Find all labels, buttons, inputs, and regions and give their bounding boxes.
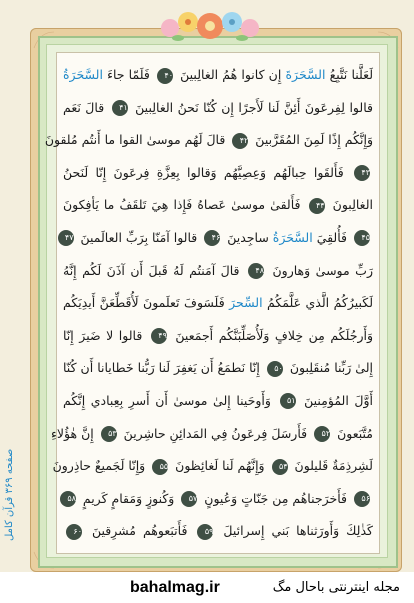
verse-text: قالَ نَعَم (63, 99, 109, 115)
verse-text: قالوا لِفِرعَونَ أَئِنَّ لَنا لَأَجرًا إِن كُنّا نَحنُ الغالِبينَ (130, 99, 373, 115)
verse-text: فَلَمّا جاءَ (102, 67, 154, 82)
verse-line (44, 124, 379, 157)
verse-text: لَكَبيرُكُمُ الَّذي عَلَّمَكُمُ (262, 295, 374, 311)
verse-text-highlighted: السَّحَرَةُ (63, 67, 103, 82)
ayah-number-marker: ۶۰ (66, 524, 82, 540)
ayah-number-marker: ۵۵ (152, 459, 168, 475)
verse-text: قالَ لَهُم موسىٰ القوا ما أَنتُم مُلقونَ (44, 132, 230, 148)
verse-text-highlighted: السِّحرَ (229, 295, 263, 311)
ayah-number-marker: ۴۷ (58, 230, 74, 246)
verse-text: فَأَخرَجناهُم مِن جَنّاتٍ وَعُيونٍ (200, 490, 351, 506)
verse-text: فَلَسَوفَ تَعلَمونَ لَأُقَطِّعَنَّ أَيدِيَكُم (63, 295, 230, 311)
verse-line (52, 450, 379, 483)
ayah-number-marker: ۴۱ (112, 100, 128, 116)
verse-text-highlighted: السَّحَرَةُ (272, 229, 313, 245)
ayah-number-marker: ۵۰ (267, 361, 283, 377)
verse-text-highlighted: السَّحَرَةَ (285, 67, 326, 82)
verse-line (57, 222, 379, 255)
ayah-number-marker: ۵۶ (354, 491, 370, 507)
ayah-number-marker: ۴۸ (248, 263, 264, 279)
verse-text: كَذٰلِكَ وَأَورَثناها بَني إِسرائيلَ (216, 523, 373, 539)
verse-text: لَشِرذِمَةٌ قَليلونَ (290, 458, 373, 474)
ayah-number-marker: ۴۴ (309, 198, 325, 214)
ayah-number-marker: ۴۶ (204, 230, 220, 246)
ayah-number-marker: ۴۲ (232, 133, 248, 149)
ayah-number-marker: ۵۷ (181, 491, 197, 507)
ayah-number-marker: ۴۹ (151, 328, 167, 344)
verse-line (57, 255, 379, 288)
verse-text: فَأَلقىٰ موسىٰ عَصاهُ فَإِذا هِيَ تَلقَفُ ما يَأفِكونَ (63, 197, 306, 213)
verse-text: وَأَوحَينا إِلىٰ موسىٰ أَن أَسرِ بِعِبادي إِنَّكُم (63, 392, 277, 408)
verse-line (57, 320, 379, 353)
page-number-label: صفحه ۳۶۹ قرآن کامل (4, 448, 15, 542)
verse-text: قالوا لا ضَيرَ إِنّا (63, 327, 148, 343)
verse-text-area (44, 52, 380, 554)
verse-line (57, 515, 379, 548)
verse-text: وَكُنوزٍ وَمَقامٍ كَريمٍ (78, 490, 179, 506)
verse-line (57, 352, 379, 385)
verse-text: ساجِدينَ (223, 229, 273, 245)
ayah-number-marker: ۵۴ (272, 459, 288, 475)
verse-line (57, 287, 379, 320)
verse-text: رَبِّ موسىٰ وَهارونَ (267, 262, 373, 278)
ayah-number-marker: ۴۳ (354, 165, 370, 181)
verse-line (57, 385, 379, 418)
verse-line (57, 189, 379, 222)
verse-line (57, 157, 379, 190)
verse-text: وَإِنَّكُم إِذًا لَمِنَ المُقَرَّبينَ (251, 132, 373, 148)
ayah-number-marker: ۵۱ (280, 393, 296, 409)
ayah-number-marker: ۵۲ (314, 426, 330, 442)
ayah-number-marker: ۵۳ (101, 426, 117, 442)
verse-lines (44, 59, 379, 548)
verse-text: وَإِنّا لَجَميعٌ حاذِرونَ (52, 458, 150, 474)
flower-ornament (150, 4, 270, 48)
verse-text: الغالِبونَ (327, 197, 373, 213)
ayah-number-marker: ۵۹ (197, 524, 213, 540)
verse-text: لَعَلَّنا نَتَّبِعُ (325, 67, 373, 82)
watermark-bar (0, 572, 414, 603)
verse-text: وَأَرجُلَكُم مِن خِلافٍ وَلَأُصَلِّبَنَّكُم أَجمَعينَ (169, 327, 373, 343)
verse-line (57, 483, 379, 516)
verse-text: وَإِنَّهُم لَنا لَغائِظونَ (171, 458, 269, 474)
ayah-number-marker: ۴۵ (354, 230, 370, 246)
verse-text: إِن كانوا هُمُ الغالِبينَ (175, 67, 286, 82)
verse-line (57, 92, 379, 125)
verse-text: مُتَّبَعونَ (333, 425, 373, 441)
watermark-site[interactable]: bahalmag.ir (130, 578, 220, 596)
flower-ornament-graphic (150, 4, 270, 48)
verse-text: إِنَّ هٰؤُلاءِ (51, 425, 98, 441)
verse-text: فَأُلقِيَ (312, 229, 351, 245)
verse-text: قالوا آمَنّا بِرَبِّ العالَمينَ (76, 229, 202, 245)
verse-text: أَوَّلَ المُؤمِنينَ (298, 392, 373, 408)
ayah-number-marker: ۴۰ (157, 68, 173, 84)
verse-text: إِنّا نَطمَعُ أَن يَغفِرَ لَنا رَبُّنا خَطايانا أَن كُنّا (63, 360, 264, 376)
verse-line (51, 418, 379, 451)
verse-text: قالَ آمَنتُم لَهُ قَبلَ أَن آذَنَ لَكُم إِنَّهُ (63, 262, 246, 278)
verse-text: فَأَتبَعوهُم مُشرِقينَ (85, 523, 195, 539)
verse-text: إِلىٰ رَبِّنا مُنقَلِبونَ (285, 360, 373, 376)
ayah-number-marker: ۵۸ (60, 491, 76, 507)
verse-text: فَأَلقَوا حِبالَهُم وَعِصِيَّهُم وَقالوا بِعِزَّةِ فِرعَونَ إِنّا لَنَحنُ (63, 164, 351, 180)
watermark-caption: مجله اینترنتی باحال مگ (272, 580, 400, 595)
verse-line (57, 59, 379, 92)
verse-text: فَأَرسَلَ فِرعَونُ فِي المَدائِنِ حاشِرينَ (119, 425, 312, 441)
